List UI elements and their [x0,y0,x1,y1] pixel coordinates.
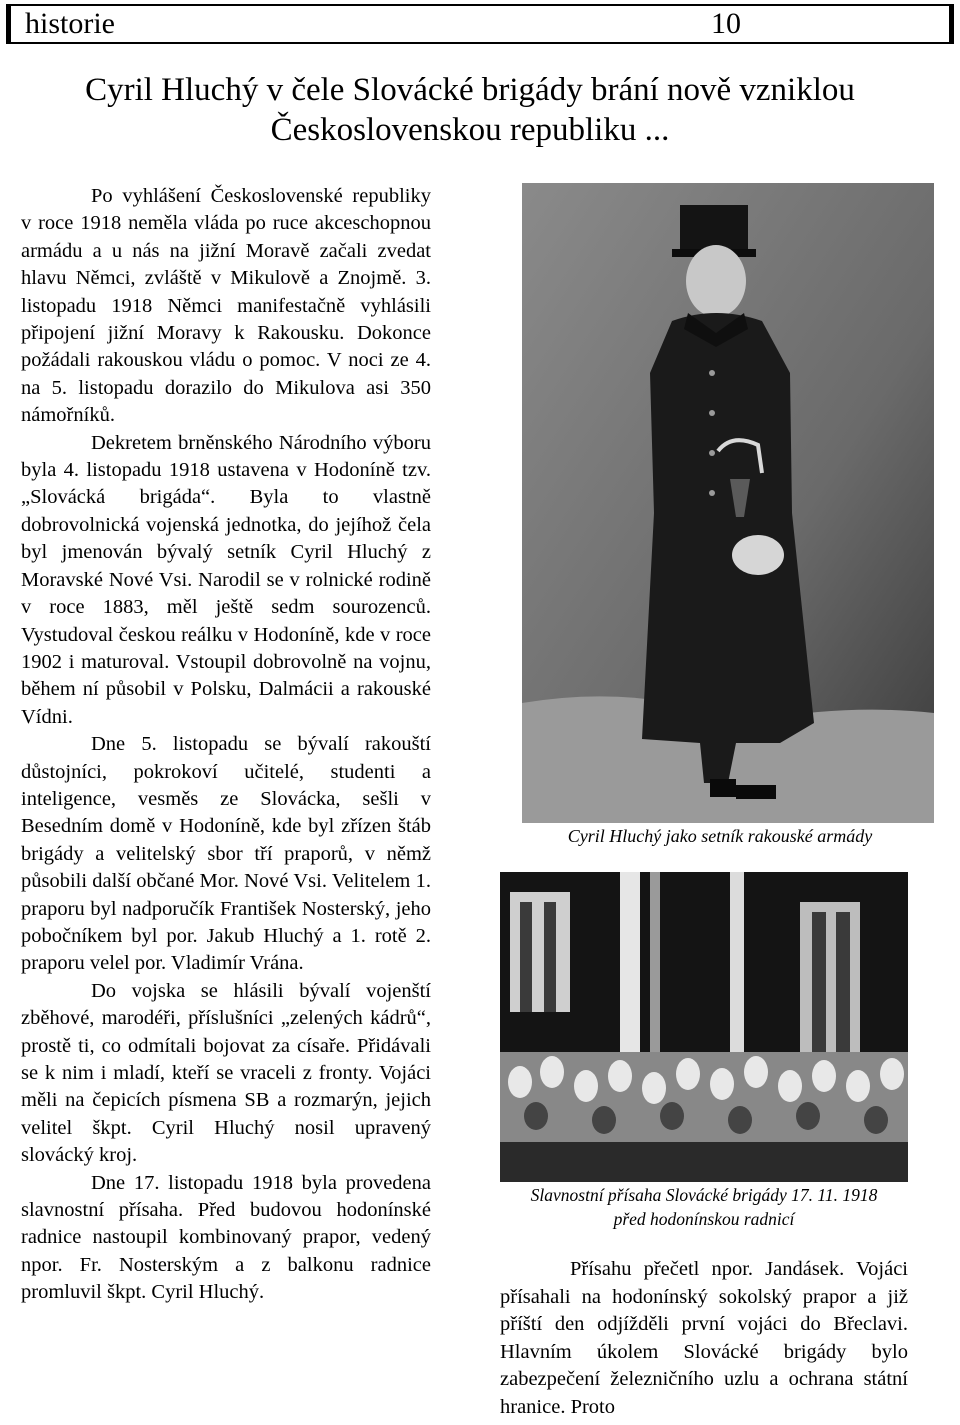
article-title: Cyril Hluchý v čele Slovácké brigády brání nově vzniklou Československou republiku ... [85,72,855,148]
portrait-caption: Cyril Hluchý jako setník rakouské armády [567,826,873,846]
oath-caption [498,1183,910,1231]
oath-caption-line2: před hodonínskou radnicí [613,1209,795,1229]
portrait-photo-image [522,183,934,823]
paragraph: Dne 17. listopadu 1918 byla provedena slavnostní přísaha. Před budovou hodonínské radnice nastoupil kombinovaný prapor, vedený npor. Fr. Nosterským a z balkonu radnice promluvil škpt. Cyril Hluchý. [21,1171,431,1304]
page-header [6,4,954,44]
oath-photo [500,872,908,1182]
article-body-left [21,183,431,1307]
paragraph: Do vojska se hlásili bývalí vojenští zběhové, marodéři, příslušníci „zelených kádrů“, prostě ti, co odmítali bojovat za císaře. Přidávali se k nim i mladí, kteří se vraceli z fronty. Vojáci měli na čepicích písmena SB a rozmarýn, jejich velitel škpt. Cyril Hluchý nosil upravený slovácký kroj. [21,979,431,1167]
section-name: historie [25,7,115,40]
paragraph: Přísahu přečetl npor. Jandásek. Vojáci přísahali na hodonínský sokolský prapor a již příští den odjížděli první vojáci do Břeclavi. Hlavním úkolem Slovácké brigády bylo zabezpečení železničního uzlu a ochrana státní hranice. Proto [500,1258,908,1418]
article-body-right [500,1256,908,1421]
portrait-photo [522,183,934,823]
oath-caption-line1: Slavnostní přísaha Slovácké brigády 17. 11. 1918 [530,1185,878,1205]
paragraph: Dne 5. listopadu se bývalí rakouští důstojníci, pokrokoví učitelé, studenti a inteligence, vesměs ze Slovácka, sešli v Besedním domě v Hodoníně, kde byl zřízen štáb brigády a velitelský sbor tří praporů, v němž působili další občané Mor. Nové Vsi. Velitelem 1. praporu byl nadporučík František Nosterský, jeho pobočníkem byl por. Jakub Hluchý a 1. rotě 2. praporu velel por. Vladimír Vrána. [21,733,431,975]
page-number: 10 [711,7,741,40]
paragraph: Po vyhlášení Československé republiky v roce 1918 neměla vláda po ruce akceschopnou armádu a u nás na jižní Moravě začali zvedat hlavu Němci, zvláště v Mikulově a Znojmě. 3. listopadu 1918 Němci manifestačně vyhlásili připojení jižní Moravy k Rakousku. Dokonce požádali rakouskou vládu o pomoc. V noci ze 4. na 5. listopadu dorazilo do Mikulova asi 350 námořníků. [21,185,431,427]
oath-photo-image [500,872,908,1182]
paragraph: Dekretem brněnského Národního výboru byla 4. listopadu 1918 ustavena v Hodoníně tzv. „Slovácká brigáda“. Byla to vlastně dobrovolnická vojenská jednotka, do jejíhož čela byl jmenován bývalý setník Cyril Hluchý z Moravské Nové Vsi. Narodil se v rolnické rodině v roce 1883, měl ještě sedm sourozenců. Vystudoval českou reálku v Hodoníně, kde v roce 1902 i maturoval. Vstoupil dobrovolně na vojnu, během ní působil v Polsku, Dalmácii a rakouské Vídni. [21,431,431,728]
